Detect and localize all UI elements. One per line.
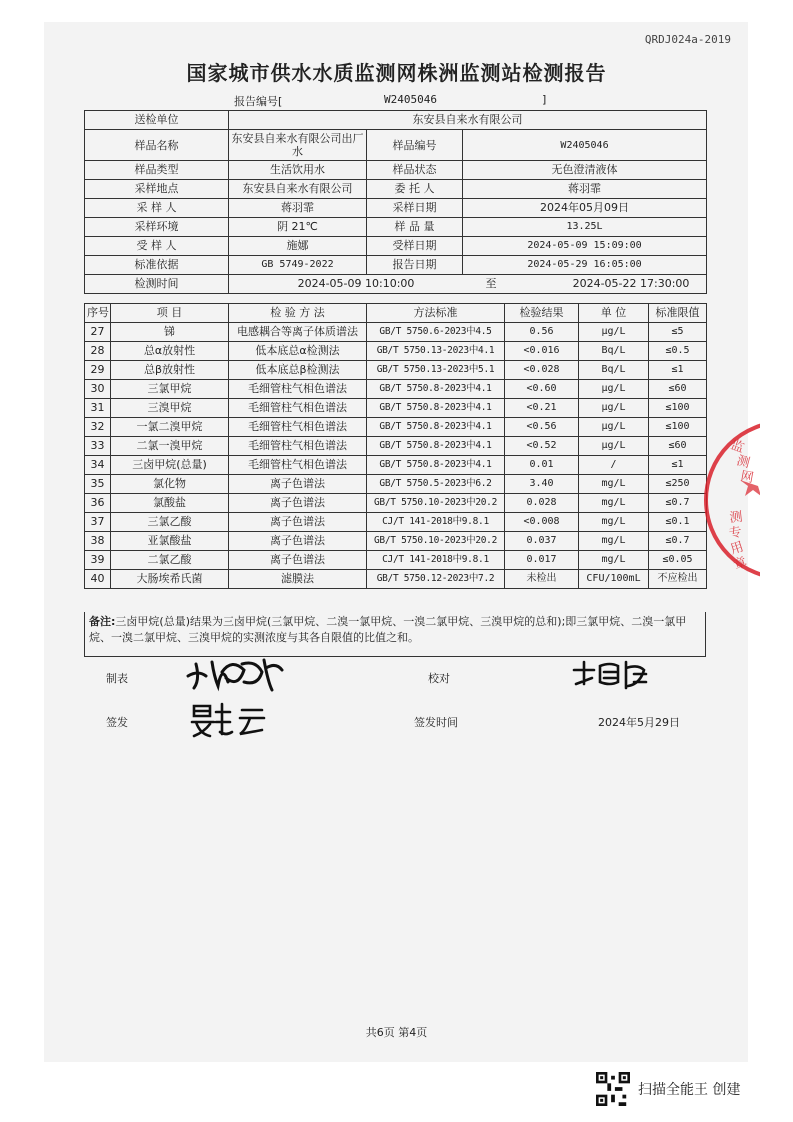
- item-name: 锑: [111, 323, 229, 342]
- test-result: <0.60: [505, 380, 579, 399]
- sample-info-table: [84, 110, 707, 294]
- test-method: 毛细管柱气相色谱法: [229, 380, 367, 399]
- info-row: [85, 199, 707, 218]
- method-standard: GB/T 5750.8-2023中4.1: [367, 380, 505, 399]
- sample-type-value: 生活饮用水: [229, 161, 367, 180]
- unit: μg/L: [579, 323, 649, 342]
- table-row: [85, 570, 707, 589]
- test-method: 毛细管柱气相色谱法: [229, 456, 367, 475]
- table-row: [85, 418, 707, 437]
- test-time-value: [229, 275, 707, 294]
- info-row: [85, 180, 707, 199]
- results-header-cell: 项 目: [111, 304, 229, 323]
- limit-value: ≤1: [649, 456, 707, 475]
- unit: mg/L: [579, 551, 649, 570]
- limit-value: ≤60: [649, 437, 707, 456]
- info-row: [85, 256, 707, 275]
- limit-value: ≤100: [649, 418, 707, 437]
- approved-signature: [190, 698, 272, 742]
- info-row: [85, 218, 707, 237]
- sampler-value: 蒋羽霏: [229, 199, 367, 218]
- unit: μg/L: [579, 418, 649, 437]
- row-number: 29: [85, 361, 111, 380]
- approved-label: 签发: [106, 716, 128, 729]
- method-standard: GB/T 5750.8-2023中4.1: [367, 399, 505, 418]
- svg-text:监: 监: [728, 437, 746, 457]
- unit: Bq/L: [579, 361, 649, 380]
- item-name: 三氯乙酸: [111, 513, 229, 532]
- item-name: 大肠埃希氏菌: [111, 570, 229, 589]
- test-method: 离子色谱法: [229, 494, 367, 513]
- qty-value: 13.25L: [463, 218, 707, 237]
- limit-value: 不应检出: [649, 570, 707, 589]
- sample-name-label: 样品名称: [85, 130, 229, 161]
- report-date-value: 2024-05-29 16:05:00: [463, 256, 707, 275]
- env-value: 阴 21℃: [229, 218, 367, 237]
- results-header-cell: 检 验 方 法: [229, 304, 367, 323]
- prepared-label: 制表: [106, 672, 128, 685]
- item-name: 总α放射性: [111, 342, 229, 361]
- row-number: 31: [85, 399, 111, 418]
- test-method: 低本底总α检测法: [229, 342, 367, 361]
- test-method: 离子色谱法: [229, 513, 367, 532]
- item-name: 三氯甲烷: [111, 380, 229, 399]
- test-method: 毛细管柱气相色谱法: [229, 399, 367, 418]
- table-row: [85, 342, 707, 361]
- method-standard: GB/T 5750.5-2023中6.2: [367, 475, 505, 494]
- table-row: [85, 513, 707, 532]
- sample-date-label: 采样日期: [367, 199, 463, 218]
- table-row: [85, 399, 707, 418]
- limit-value: ≤250: [649, 475, 707, 494]
- row-number: 38: [85, 532, 111, 551]
- prepared-signature: [182, 650, 292, 694]
- remarks-text: 三卤甲烷(总量)结果为三卤甲烷(三氯甲烷、二溴一氯甲烷、一溴二氯甲烷、三溴甲烷的总和);即三氯甲烷、二溴一氯甲烷、一溴二氯甲烷、三溴甲烷的实测浓度与其各自限值的比值之和。: [89, 615, 687, 644]
- table-row: [85, 551, 707, 570]
- report-number-line: [234, 93, 547, 109]
- test-time-end: 2024-05-22 17:30:00: [572, 277, 690, 290]
- limit-value: ≤1: [649, 361, 707, 380]
- client-value: 蒋羽霏: [463, 180, 707, 199]
- results-header-cell: 序号: [85, 304, 111, 323]
- table-row: [85, 380, 707, 399]
- remarks-box: [84, 612, 706, 657]
- client-label: 委 托 人: [367, 180, 463, 199]
- svg-text:用: 用: [728, 539, 746, 558]
- row-number: 32: [85, 418, 111, 437]
- method-standard: GB/T 5750.8-2023中4.1: [367, 437, 505, 456]
- results-header-cell: 方法标准: [367, 304, 505, 323]
- receiver-value: 施娜: [229, 237, 367, 256]
- test-time-start: 2024-05-09 10:10:00: [297, 277, 415, 290]
- table-row: [85, 475, 707, 494]
- test-method: 电感耦合等离子体质谱法: [229, 323, 367, 342]
- checked-label: 校对: [428, 672, 450, 685]
- results-header-cell: 单 位: [579, 304, 649, 323]
- report-title: 国家城市供水水质监测网株洲监测站检测报告: [186, 61, 607, 85]
- info-row: [85, 275, 707, 294]
- method-standard: CJ/T 141-2018中9.8.1: [367, 513, 505, 532]
- official-stamp: [700, 400, 760, 600]
- unit: mg/L: [579, 532, 649, 551]
- item-name: 三溴甲烷: [111, 399, 229, 418]
- qty-label: 样 品 量: [367, 218, 463, 237]
- test-result: 未检出: [505, 570, 579, 589]
- item-name: 氯酸盐: [111, 494, 229, 513]
- item-name: 亚氯酸盐: [111, 532, 229, 551]
- test-result: 0.56: [505, 323, 579, 342]
- limit-value: ≤0.7: [649, 494, 707, 513]
- sender-value: 东安县自来水有限公司: [229, 111, 707, 130]
- row-number: 27: [85, 323, 111, 342]
- test-result: 3.40: [505, 475, 579, 494]
- item-name: 二氯乙酸: [111, 551, 229, 570]
- checked-signature: [570, 656, 660, 696]
- method-standard: GB/T 5750.10-2023中20.2: [367, 532, 505, 551]
- row-number: 36: [85, 494, 111, 513]
- report-number-value: W2405046: [384, 93, 437, 106]
- sample-type-label: 样品类型: [85, 161, 229, 180]
- unit: /: [579, 456, 649, 475]
- row-number: 40: [85, 570, 111, 589]
- page-footer: 共6页 第4页: [365, 1026, 428, 1039]
- test-method: 毛细管柱气相色谱法: [229, 418, 367, 437]
- test-method: 离子色谱法: [229, 475, 367, 494]
- qr-code-icon: [596, 1072, 630, 1106]
- sampler-label: 采 样 人: [85, 199, 229, 218]
- method-standard: GB/T 5750.13-2023中5.1: [367, 361, 505, 380]
- svg-text:测: 测: [728, 509, 744, 526]
- limit-value: ≤0.1: [649, 513, 707, 532]
- unit: mg/L: [579, 513, 649, 532]
- unit: mg/L: [579, 494, 649, 513]
- basis-label: 标准依据: [85, 256, 229, 275]
- item-name: 总β放射性: [111, 361, 229, 380]
- table-row: [85, 323, 707, 342]
- item-name: 三卤甲烷(总量): [111, 456, 229, 475]
- unit: μg/L: [579, 437, 649, 456]
- limit-value: ≤0.5: [649, 342, 707, 361]
- test-time-label: 检测时间: [85, 275, 229, 294]
- site-value: 东安县自来水有限公司: [229, 180, 367, 199]
- table-row: [85, 494, 707, 513]
- method-standard: GB/T 5750.8-2023中4.1: [367, 418, 505, 437]
- item-name: 一氯二溴甲烷: [111, 418, 229, 437]
- info-row: [85, 130, 707, 161]
- basis-value: GB 5749-2022: [229, 256, 367, 275]
- approve-time-value: 2024年5月29日: [598, 716, 680, 729]
- limit-value: ≤60: [649, 380, 707, 399]
- sender-label: 送检单位: [85, 111, 229, 130]
- method-standard: GB/T 5750.12-2023中7.2: [367, 570, 505, 589]
- approve-time-label: 签发时间: [414, 716, 458, 729]
- method-standard: GB/T 5750.6-2023中4.5: [367, 323, 505, 342]
- results-header-row: [85, 304, 707, 323]
- item-name: 二氯一溴甲烷: [111, 437, 229, 456]
- test-method: 低本底总β检测法: [229, 361, 367, 380]
- table-row: [85, 437, 707, 456]
- method-standard: GB/T 5750.8-2023中4.1: [367, 456, 505, 475]
- svg-text:章: 章: [731, 554, 750, 574]
- svg-text:网: 网: [739, 469, 755, 487]
- limit-value: ≤100: [649, 399, 707, 418]
- results-header-cell: 标准限值: [649, 304, 707, 323]
- remarks-label: 备注:: [89, 615, 116, 628]
- site-label: 采样地点: [85, 180, 229, 199]
- row-number: 34: [85, 456, 111, 475]
- row-number: 33: [85, 437, 111, 456]
- info-row: [85, 161, 707, 180]
- row-number: 37: [85, 513, 111, 532]
- test-result: <0.016: [505, 342, 579, 361]
- row-number: 28: [85, 342, 111, 361]
- test-result: 0.01: [505, 456, 579, 475]
- scanner-watermark: [596, 1072, 740, 1106]
- sample-no-value: W2405046: [463, 130, 707, 161]
- info-row: [85, 111, 707, 130]
- table-row: [85, 361, 707, 380]
- test-time-to: 至: [485, 277, 497, 290]
- test-method: 滤膜法: [229, 570, 367, 589]
- unit: CFU/100mL: [579, 570, 649, 589]
- svg-text:专: 专: [727, 524, 744, 542]
- receiver-label: 受 样 人: [85, 237, 229, 256]
- test-method: 毛细管柱气相色谱法: [229, 437, 367, 456]
- sample-name-value: 东安县自来水有限公司出厂水: [229, 130, 367, 161]
- unit: Bq/L: [579, 342, 649, 361]
- test-result: <0.008: [505, 513, 579, 532]
- sample-date-value: 2024年05月09日: [463, 199, 707, 218]
- row-number: 39: [85, 551, 111, 570]
- method-standard: GB/T 5750.13-2023中4.1: [367, 342, 505, 361]
- sample-no-label: 样品编号: [367, 130, 463, 161]
- results-table: [84, 303, 707, 589]
- table-row: [85, 456, 707, 475]
- row-number: 30: [85, 380, 111, 399]
- unit: mg/L: [579, 475, 649, 494]
- results-header-cell: 检验结果: [505, 304, 579, 323]
- test-method: 离子色谱法: [229, 532, 367, 551]
- item-name: 氯化物: [111, 475, 229, 494]
- test-result: 0.017: [505, 551, 579, 570]
- limit-value: ≤5: [649, 323, 707, 342]
- recv-date-value: 2024-05-09 15:09:00: [463, 237, 707, 256]
- test-result: <0.56: [505, 418, 579, 437]
- report-date-label: 报告日期: [367, 256, 463, 275]
- unit: μg/L: [579, 380, 649, 399]
- test-result: 0.037: [505, 532, 579, 551]
- test-result: 0.028: [505, 494, 579, 513]
- svg-text:测: 测: [734, 453, 752, 472]
- doc-code: QRDJ024a-2019: [644, 33, 731, 46]
- test-result: <0.52: [505, 437, 579, 456]
- method-standard: CJ/T 141-2018中9.8.1: [367, 551, 505, 570]
- sample-state-value: 无色澄清液体: [463, 161, 707, 180]
- report-number-label: 报告编号[: [234, 95, 283, 108]
- table-row: [85, 532, 707, 551]
- report-number-close: ]: [542, 93, 547, 106]
- test-result: <0.028: [505, 361, 579, 380]
- method-standard: GB/T 5750.10-2023中20.2: [367, 494, 505, 513]
- scanner-brand-text: 扫描全能王 创建: [638, 1082, 741, 1098]
- row-number: 35: [85, 475, 111, 494]
- unit: μg/L: [579, 399, 649, 418]
- info-row: [85, 237, 707, 256]
- limit-value: ≤0.7: [649, 532, 707, 551]
- test-method: 离子色谱法: [229, 551, 367, 570]
- test-result: <0.21: [505, 399, 579, 418]
- limit-value: ≤0.05: [649, 551, 707, 570]
- env-label: 采样环境: [85, 218, 229, 237]
- recv-date-label: 受样日期: [367, 237, 463, 256]
- sample-state-label: 样品状态: [367, 161, 463, 180]
